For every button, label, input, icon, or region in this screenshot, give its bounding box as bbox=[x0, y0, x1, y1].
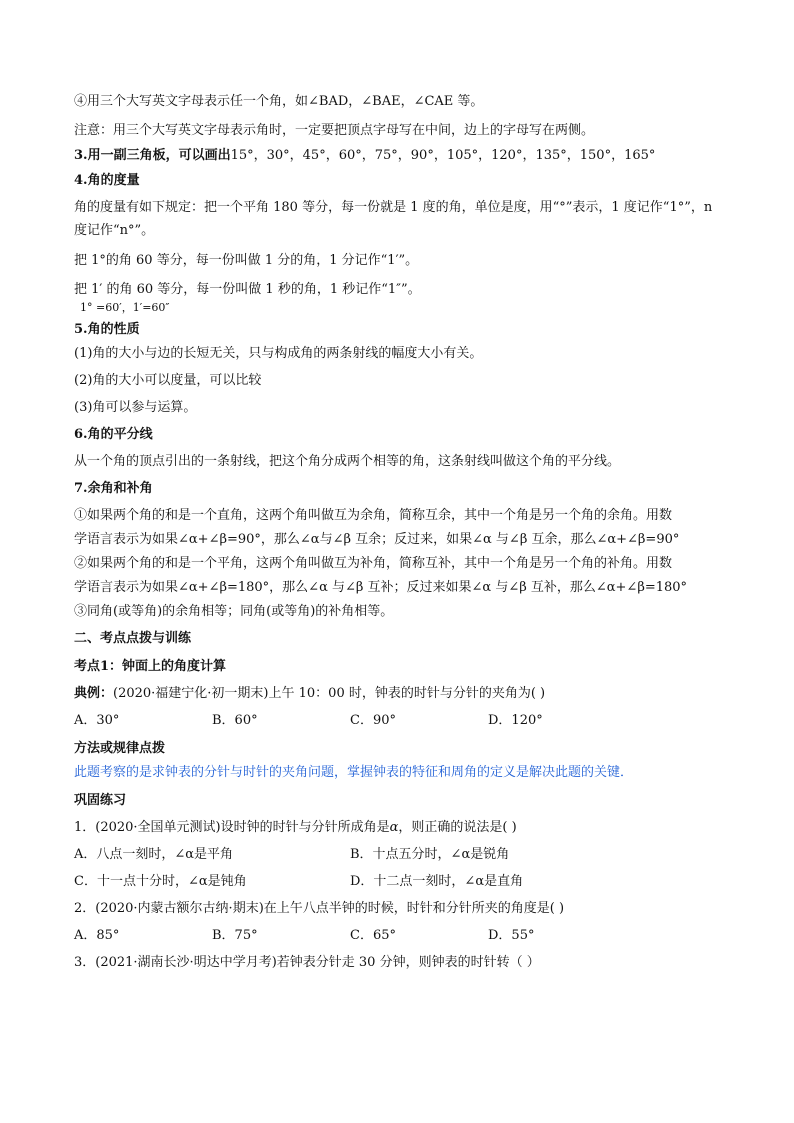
option: A．30° bbox=[74, 713, 120, 728]
option: B．75° bbox=[212, 928, 258, 943]
method-note: 此题考察的是求钟表的分针与时针的夹角问题，掌握钟表的特征和周角的定义是解决此题的关键． bbox=[74, 765, 634, 780]
answer-options bbox=[74, 712, 724, 730]
text-line: 把 1°的角 60 等分，每一份叫做 1 分的角，1 分记作“1′”。 bbox=[74, 253, 419, 268]
option: D．十二点一刻时，∠α是直角 bbox=[350, 874, 524, 889]
section-heading: 7.余角和补角 bbox=[74, 481, 153, 496]
section-heading: 3.用一副三角板，可以画出 bbox=[74, 148, 231, 163]
option: D．120° bbox=[488, 713, 543, 728]
section-heading: 方法或规律点拨 bbox=[74, 741, 166, 756]
alpha-symbol: α bbox=[389, 820, 399, 835]
question-text: ，则正确的说法是( ) bbox=[398, 820, 517, 835]
text-line: (2)角的大小可以度量，可以比较 bbox=[74, 373, 262, 388]
text-line: 学语言表示为如果∠α+∠β=90°，那么∠α与∠β 互余；反过来，如果∠α 与∠β 互余，那么∠α+∠β=90° bbox=[74, 532, 680, 547]
question-text: 1．(2020·全国单元测试)设时钟的时针与分针所成角是 bbox=[74, 820, 390, 835]
section-heading: 二、考点点拨与训练 bbox=[74, 631, 192, 646]
section-heading: 4.角的度量 bbox=[74, 173, 140, 188]
text-line: 从一个角的顶点引出的一条射线，把这个角分成两个相等的角，这条射线叫做这个角的平分线。 bbox=[74, 454, 621, 469]
option: B．十点五分时，∠α是锐角 bbox=[350, 847, 510, 862]
text-line: 注意：用三个大写英文字母表示角时，一定要把顶点字母写在中间，边上的字母写在两侧。 bbox=[74, 123, 595, 138]
section-heading: 6.角的平分线 bbox=[74, 427, 153, 442]
question-2: 2．(2020·内蒙古额尔古纳·期末)在上午八点半钟的时候，时针和分针所夹的角度是( ) bbox=[74, 901, 565, 916]
text-line: 学语言表示为如果∠α+∠β=180°，那么∠α 与∠β 互补；反过来如果∠α 与∠β 互补，那么∠α+∠β=180° bbox=[74, 580, 688, 595]
section-heading: 考点1：钟面上的角度计算 bbox=[74, 659, 227, 674]
section-heading: 5.角的性质 bbox=[74, 322, 140, 337]
angle-list: 15°，30°，45°，60°，75°，90°，105°，120°，135°，150°，165° bbox=[230, 148, 656, 163]
text-line: ①如果两个角的和是一个直角，这两个角叫做互为余角，简称互余，其中一个角是另一个角的余角。用数 bbox=[74, 508, 673, 523]
option: A．85° bbox=[74, 928, 120, 943]
example-label: 典例： bbox=[74, 686, 114, 701]
answer-options bbox=[74, 873, 724, 891]
heading-line bbox=[74, 147, 724, 165]
text-line: ②如果两个角的和是一个平角，这两个角叫做互为补角，简称互补，其中一个角是另一个角的补角。用数 bbox=[74, 556, 673, 571]
document-page bbox=[74, 91, 724, 972]
text-line: ③同角(或等角)的余角相等；同角(或等角)的补角相等。 bbox=[74, 604, 394, 619]
question-1 bbox=[74, 819, 724, 837]
answer-options bbox=[74, 927, 724, 945]
text-line: ④用三个大写英文字母表示任一个角，如∠BAD，∠BAE，∠CAE 等。 bbox=[74, 94, 484, 109]
example-text: (2020·福建宁化·初一期末)上午 10：00 时，钟表的时针与分针的夹角为( ) bbox=[113, 686, 546, 701]
section-heading: 巩固练习 bbox=[74, 793, 127, 808]
text-line: 角的度量有如下规定：把一个平角 180 等分，每一份就是 1 度的角，单位是度，用“°”表示，1 度记作“1°”，n bbox=[74, 200, 713, 215]
question-3: 3．(2021·湖南长沙·明达中学月考)若钟表分针走 30 分钟，则钟表的时针转（ ） bbox=[74, 955, 540, 970]
text-line: (1)角的大小与边的长短无关，只与构成角的两条射线的幅度大小有关。 bbox=[74, 346, 483, 361]
text-line: (3)角可以参与运算。 bbox=[74, 400, 197, 415]
formula-line: 1° =60′，1′=60″ bbox=[80, 301, 170, 314]
option: B．60° bbox=[212, 713, 258, 728]
example-question bbox=[74, 685, 724, 703]
option: C．90° bbox=[350, 713, 396, 728]
answer-options bbox=[74, 846, 724, 864]
option: C．65° bbox=[350, 928, 396, 943]
option: C．十一点十分时，∠α是钝角 bbox=[74, 874, 247, 889]
option: D．55° bbox=[488, 928, 535, 943]
text-line: 把 1′ 的角 60 等分，每一份叫做 1 秒的角，1 秒记作“1″”。 bbox=[74, 282, 421, 297]
option: A．八点一刻时，∠α是平角 bbox=[74, 847, 234, 862]
text-line: 度记作“n°”。 bbox=[74, 223, 155, 238]
